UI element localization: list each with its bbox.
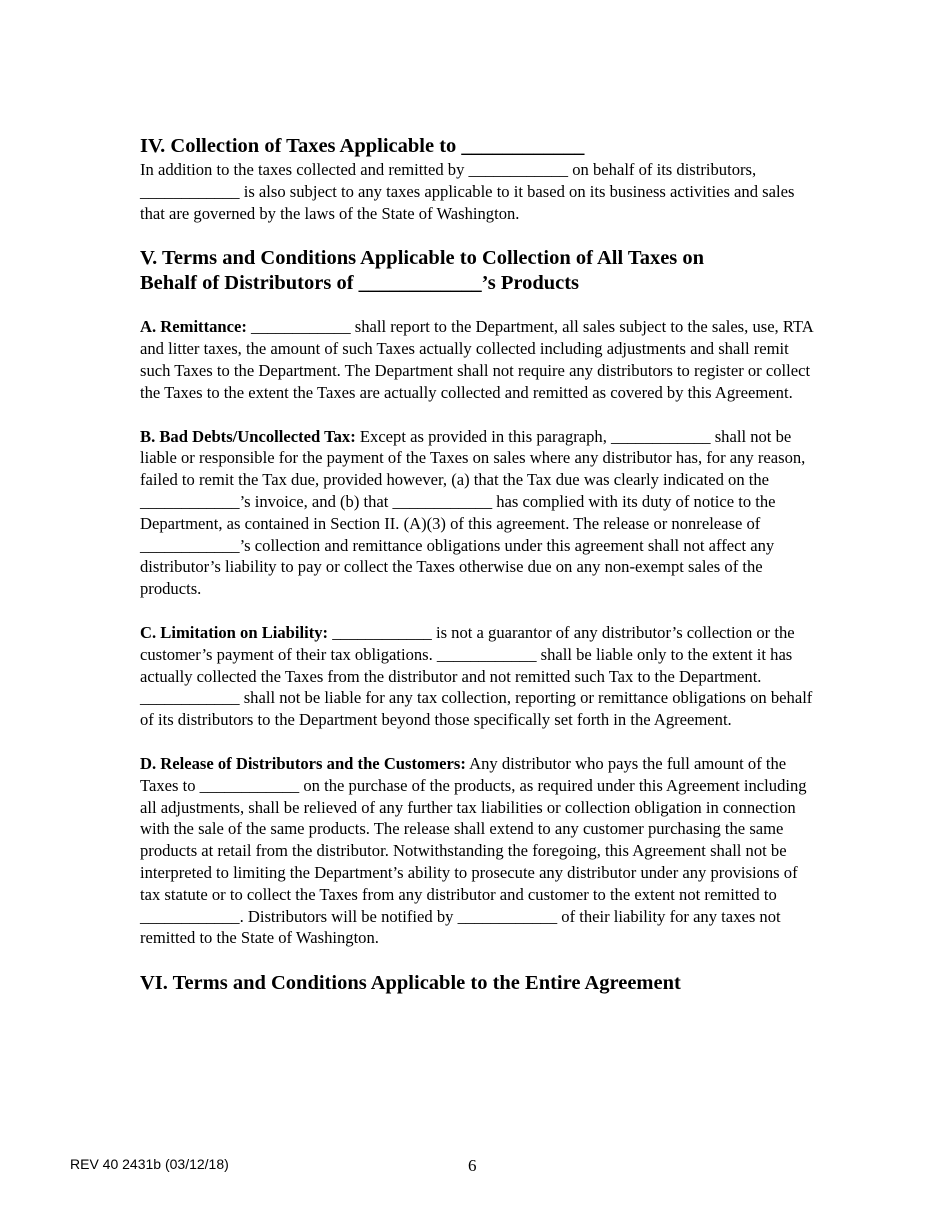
paragraph-a-body: ____________ shall report to the Department, all sales subject to the sales, use, RTA and litter taxes, the amount of such Taxes actually collected including adjustments and shall remit such Taxes to the Department. The Department shall not require any distributors to register or collect the Taxes to the extent the Taxes are actually collected and remitted as covered by this Agreement. [140,317,813,402]
section-v-heading [140,246,820,296]
paragraph-a-remittance [140,316,820,403]
footer-page-number: 6 [468,1156,477,1175]
paragraph-d-label: D. Release of Distributors and the Customers: [140,753,466,773]
paragraph-c-label: C. Limitation on Liability: [140,622,329,642]
paragraph-d-body: Any distributor who pays the full amount of the Taxes to ____________ on the purchase of the products, as required under this Agreement including all adjustments, shall be relieved of any further tax liabilities or collection obligation in connection with the sale of the same products. The release shall extend to any customer purchasing the same products at retail from the distributor. Notwithstanding the foregoing, this Agreement shall not be interpreted to limiting the Department’s ability to prosecute any distributor under any provisions of tax statute or to collect the Taxes from any distributor and customer to the extent not remitted to ____________. Distributors will be notified by ____________ of their liability for any taxes not remitted to the State of Washington. [140,753,807,948]
paragraph-b-body: Except as provided in this paragraph, ____________ shall not be liable or responsible for the payment of the Taxes on sales where any distributor has, for any reason, failed to remit the Tax due, provided however, (a) that the Tax due was clearly indicated on the ____________’s invoice, and (b) that ____________ has complied with its duty of notice to the Department, as contained in Section II. (A)(3) of this agreement. The release or nonrelease of ____________’s collection and remittance obligations under this agreement shall not affect any distributor’s liability to pay or collect the Taxes otherwise due on any non-exempt sales of the products. [140,426,806,599]
paragraph-b-bad-debts [140,426,820,600]
section-v-heading-line2: Behalf of Distributors of ____________’s Products [140,272,580,295]
paragraph-a-label: A. Remittance: [140,317,247,337]
paragraph-d-release [140,753,820,949]
section-v-heading-line1: V. Terms and Conditions Applicable to Collection of All Taxes on [140,247,705,270]
paragraph-c-body: ____________ is not a guarantor of any distributor’s collection or the customer’s payment of their tax obligations. ____________ shall be liable only to the extent it has actually collected the Taxes from the distributor and not remitted such Tax to the Department. ____________ shall not be liable for any tax collection, reporting or remittance obligations on behalf of its distributors to the Department beyond those specifically set forth in the Agreement. [140,622,813,730]
paragraph-b-label: B. Bad Debts/Uncollected Tax: [140,426,356,446]
section-vi-heading: VI. Terms and Conditions Applicable to the Entire Agreement [140,972,681,995]
paragraph-c-limitation [140,622,820,731]
document-page [140,134,820,996]
section-iv-heading: IV. Collection of Taxes Applicable to ____________ [140,135,585,157]
footer-form-id: REV 40 2431b (03/12/18) [70,1156,229,1172]
section-iv-body: In addition to the taxes collected and remitted by ____________ on behalf of its distributors, ____________ is also subject to any taxes applicable to it based on its business activities and sales that are governed by the laws of the State of Washington. [140,160,795,223]
